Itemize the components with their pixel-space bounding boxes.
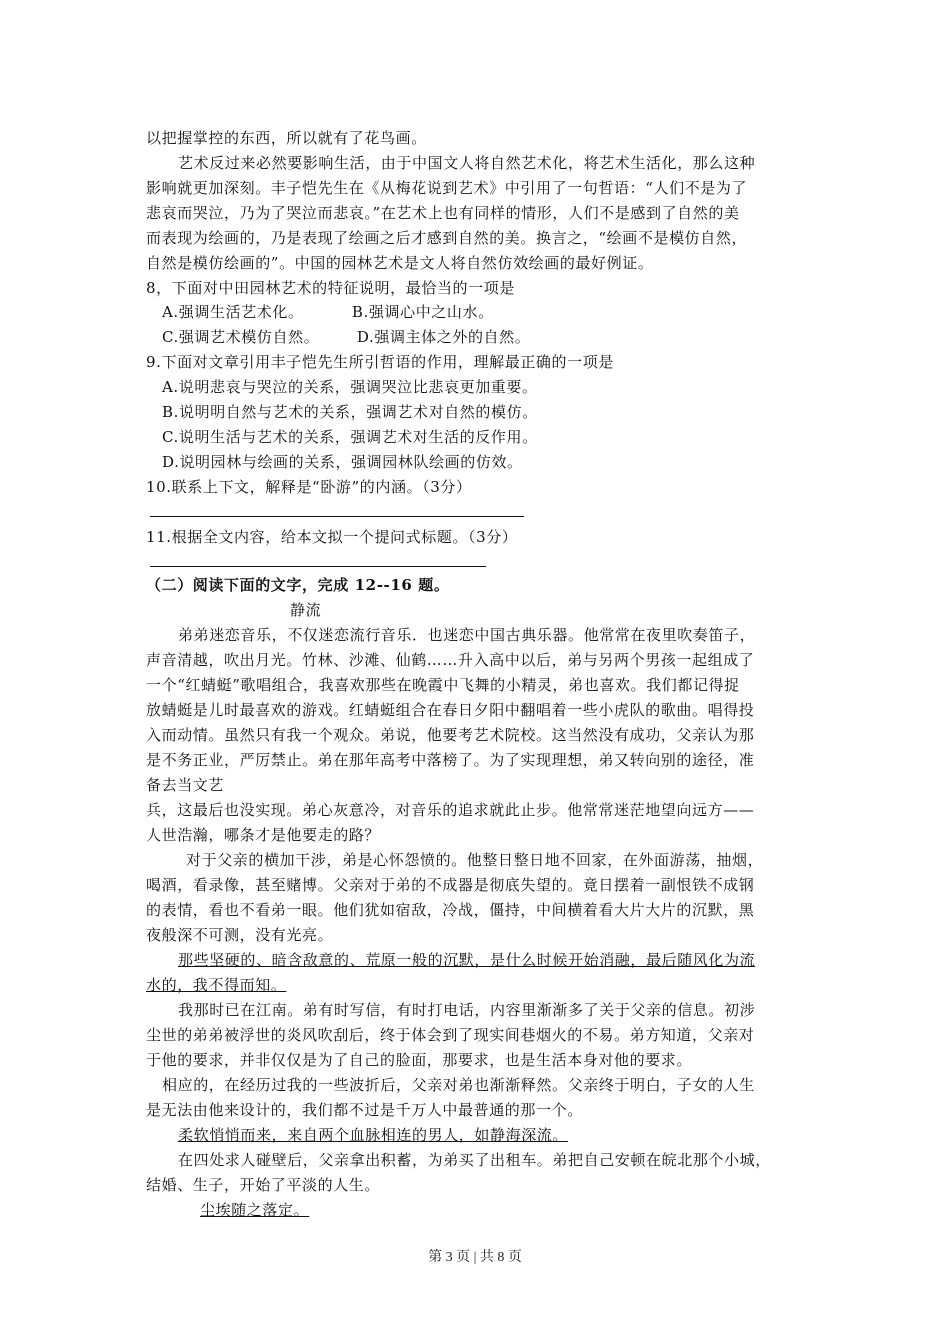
passage2-line: 于他的要求，并非仅仅是为了自己的脸面，那要求，也是生活本身对他的要求。	[146, 1051, 693, 1069]
question-8-options-row2: C.强调艺术模仿自然。 D.强调主体之外的自然。	[162, 328, 531, 346]
passage2-line: 结婚、生子，开始了平淡的人生。	[146, 1176, 381, 1194]
passage1-line: 影响就更加深刻。丰子恺先生在《从梅花说到艺术》中引用了一句哲语：“人们不是为了	[146, 179, 748, 197]
question-9-option-d: D.说明园林与绘画的关系，强调园林队绘画的仿效。	[162, 453, 523, 471]
passage2-line: 是不务正业，严厉禁止。弟在那年高考中落榜了。为了实现理想，弟又转向别的途径，准	[146, 751, 755, 769]
passage1-line: 悲哀而哭泣，乃为了哭泣而悲哀。”在艺术上也有同样的情形，人们不是感到了自然的美	[146, 204, 740, 222]
passage2-line: 夜般深不可测，没有光亮。	[146, 926, 334, 944]
passage1-line: 以把握掌控的东西，所以就有了花鸟画。	[146, 129, 427, 147]
question-9-stem: 9.下面对文章引用丰子恺先生所引哲语的作用，理解最正确的一项是	[146, 353, 614, 371]
question-11: 11.根据全文内容，给本文拟一个提问式标题。（3分）	[146, 528, 518, 546]
answer-blank-10[interactable]	[150, 516, 524, 517]
answer-blank-11[interactable]	[150, 566, 486, 567]
question-9-option-c: C.说明生活与艺术的关系，强调艺术对生活的反作用。	[162, 428, 538, 446]
passage2-line: 在四处求人碰壁后，父亲拿出积蓄，为弟买了出租车。弟把自己安顿在皖北那个小城，	[178, 1151, 771, 1169]
passage2-line: 我那时已在江南。弟有时写信，有时打电话，内容里渐渐多了关于父亲的信息。初涉	[178, 1001, 756, 1019]
question-8-stem: 8，下面对中田园林艺术的特征说明，最恰当的一项是	[146, 279, 515, 297]
question-10: 10.联系上下文，解释是“卧游”的内涵。（3分）	[146, 478, 472, 496]
passage2-line: 是无法由他来设计的，我们都不过是千万人中最普通的那一个。	[146, 1101, 583, 1119]
question-9-option-b: B.说明明自然与艺术的关系，强调艺术对自然的模仿。	[162, 403, 538, 421]
passage2-underlined-line: 水的，我不得而知。	[146, 976, 287, 994]
passage2-underlined-line: 柔软悄悄而来，来自两个血脉相连的男人，如静海深流。	[178, 1126, 569, 1144]
passage2-line: 声音清越，吹出月光。竹林、沙滩、仙鹤……升入高中以后，弟与另两个男孩一起组成了	[146, 651, 755, 669]
passage1-line: 而表现为绘画的，乃是表现了绘画之后才感到自然的美。换言之，“绘画不是模仿自然，	[146, 229, 748, 247]
passage2-line: 对于父亲的横加干涉，弟是心怀怨愤的。他整日整日地不回家，在外面游荡，抽烟，	[186, 851, 764, 869]
question-9-option-a: A.说明悲哀与哭泣的关系，强调哭泣比悲哀更加重要。	[162, 378, 538, 396]
passage2-line: 尘世的弟弟被浮世的炎风吹刮后，终于体会到了现实间巷烟火的不易。弟方知道，父亲对	[146, 1026, 755, 1044]
passage2-title: 静流	[290, 601, 322, 619]
passage2-line: 入而动情。虽然只有我一个观众。弟说，他要考艺术院校。这当然没有成功，父亲认为那	[146, 726, 755, 744]
passage1-line: 艺术反过来必然要影响生活，由于中国文人将自然艺术化，将艺术生活化，那么这种	[178, 154, 756, 172]
passage2-line: 备去当文艺	[146, 776, 225, 794]
passage2-line: 兵，这最后也没实现。弟心灰意冷，对音乐的追求就此止步。他常常迷茫地望向远方——	[146, 801, 755, 819]
passage2-line: 放蜻蜓是儿时最喜欢的游戏。红蜻蜓组合在春日夕阳中翻唱着一些小虎队的歌曲。唱得投	[146, 701, 755, 719]
section-2-heading: （二）阅读下面的文字，完成 12--16 题。	[146, 576, 450, 594]
passage2-line: 的表情，看也不看弟一眼。他们犹如宿敌，冷战，僵持，中间横着看大片大片的沉默，黑	[146, 901, 755, 919]
passage2-line: 喝酒，看录像，甚至赌博。父亲对于弟的不成器是彻底失望的。竟日摆着一副恨铁不成钢	[146, 876, 755, 894]
passage2-underlined-line: 尘埃随之落定。	[200, 1201, 310, 1219]
passage2-underlined-line: 那些坚硬的、暗含敌意的、荒原一般的沉默，是什么时候开始消融，最后随风化为流	[178, 951, 756, 969]
passage2-line: 人世浩瀚，哪条才是他要走的路？	[146, 826, 381, 844]
page-number-footer: 第 3 页 | 共 8 页	[428, 1250, 522, 1265]
question-8-options-row1: A.强调生活艺术化。 B.强调心中之山水。	[162, 303, 494, 321]
passage1-line: 自然是模仿绘画的”。中国的园林艺术是文人将自然仿效绘画的最好例证。	[146, 254, 654, 272]
passage2-line: 相应的，在经历过我的一些波折后，父亲对弟也渐渐释然。父亲终于明白，子女的人生	[162, 1076, 755, 1094]
passage2-line: 一个“红蜻蜓”歌唱组合，我喜欢那些在晚霞中飞舞的小精灵，弟也喜欢。我们都记得捉	[146, 676, 740, 694]
passage2-line: 弟弟迷恋音乐，不仅迷恋流行音乐．也迷恋中国古典乐器。他常常在夜里吹奏笛子，	[178, 626, 756, 644]
